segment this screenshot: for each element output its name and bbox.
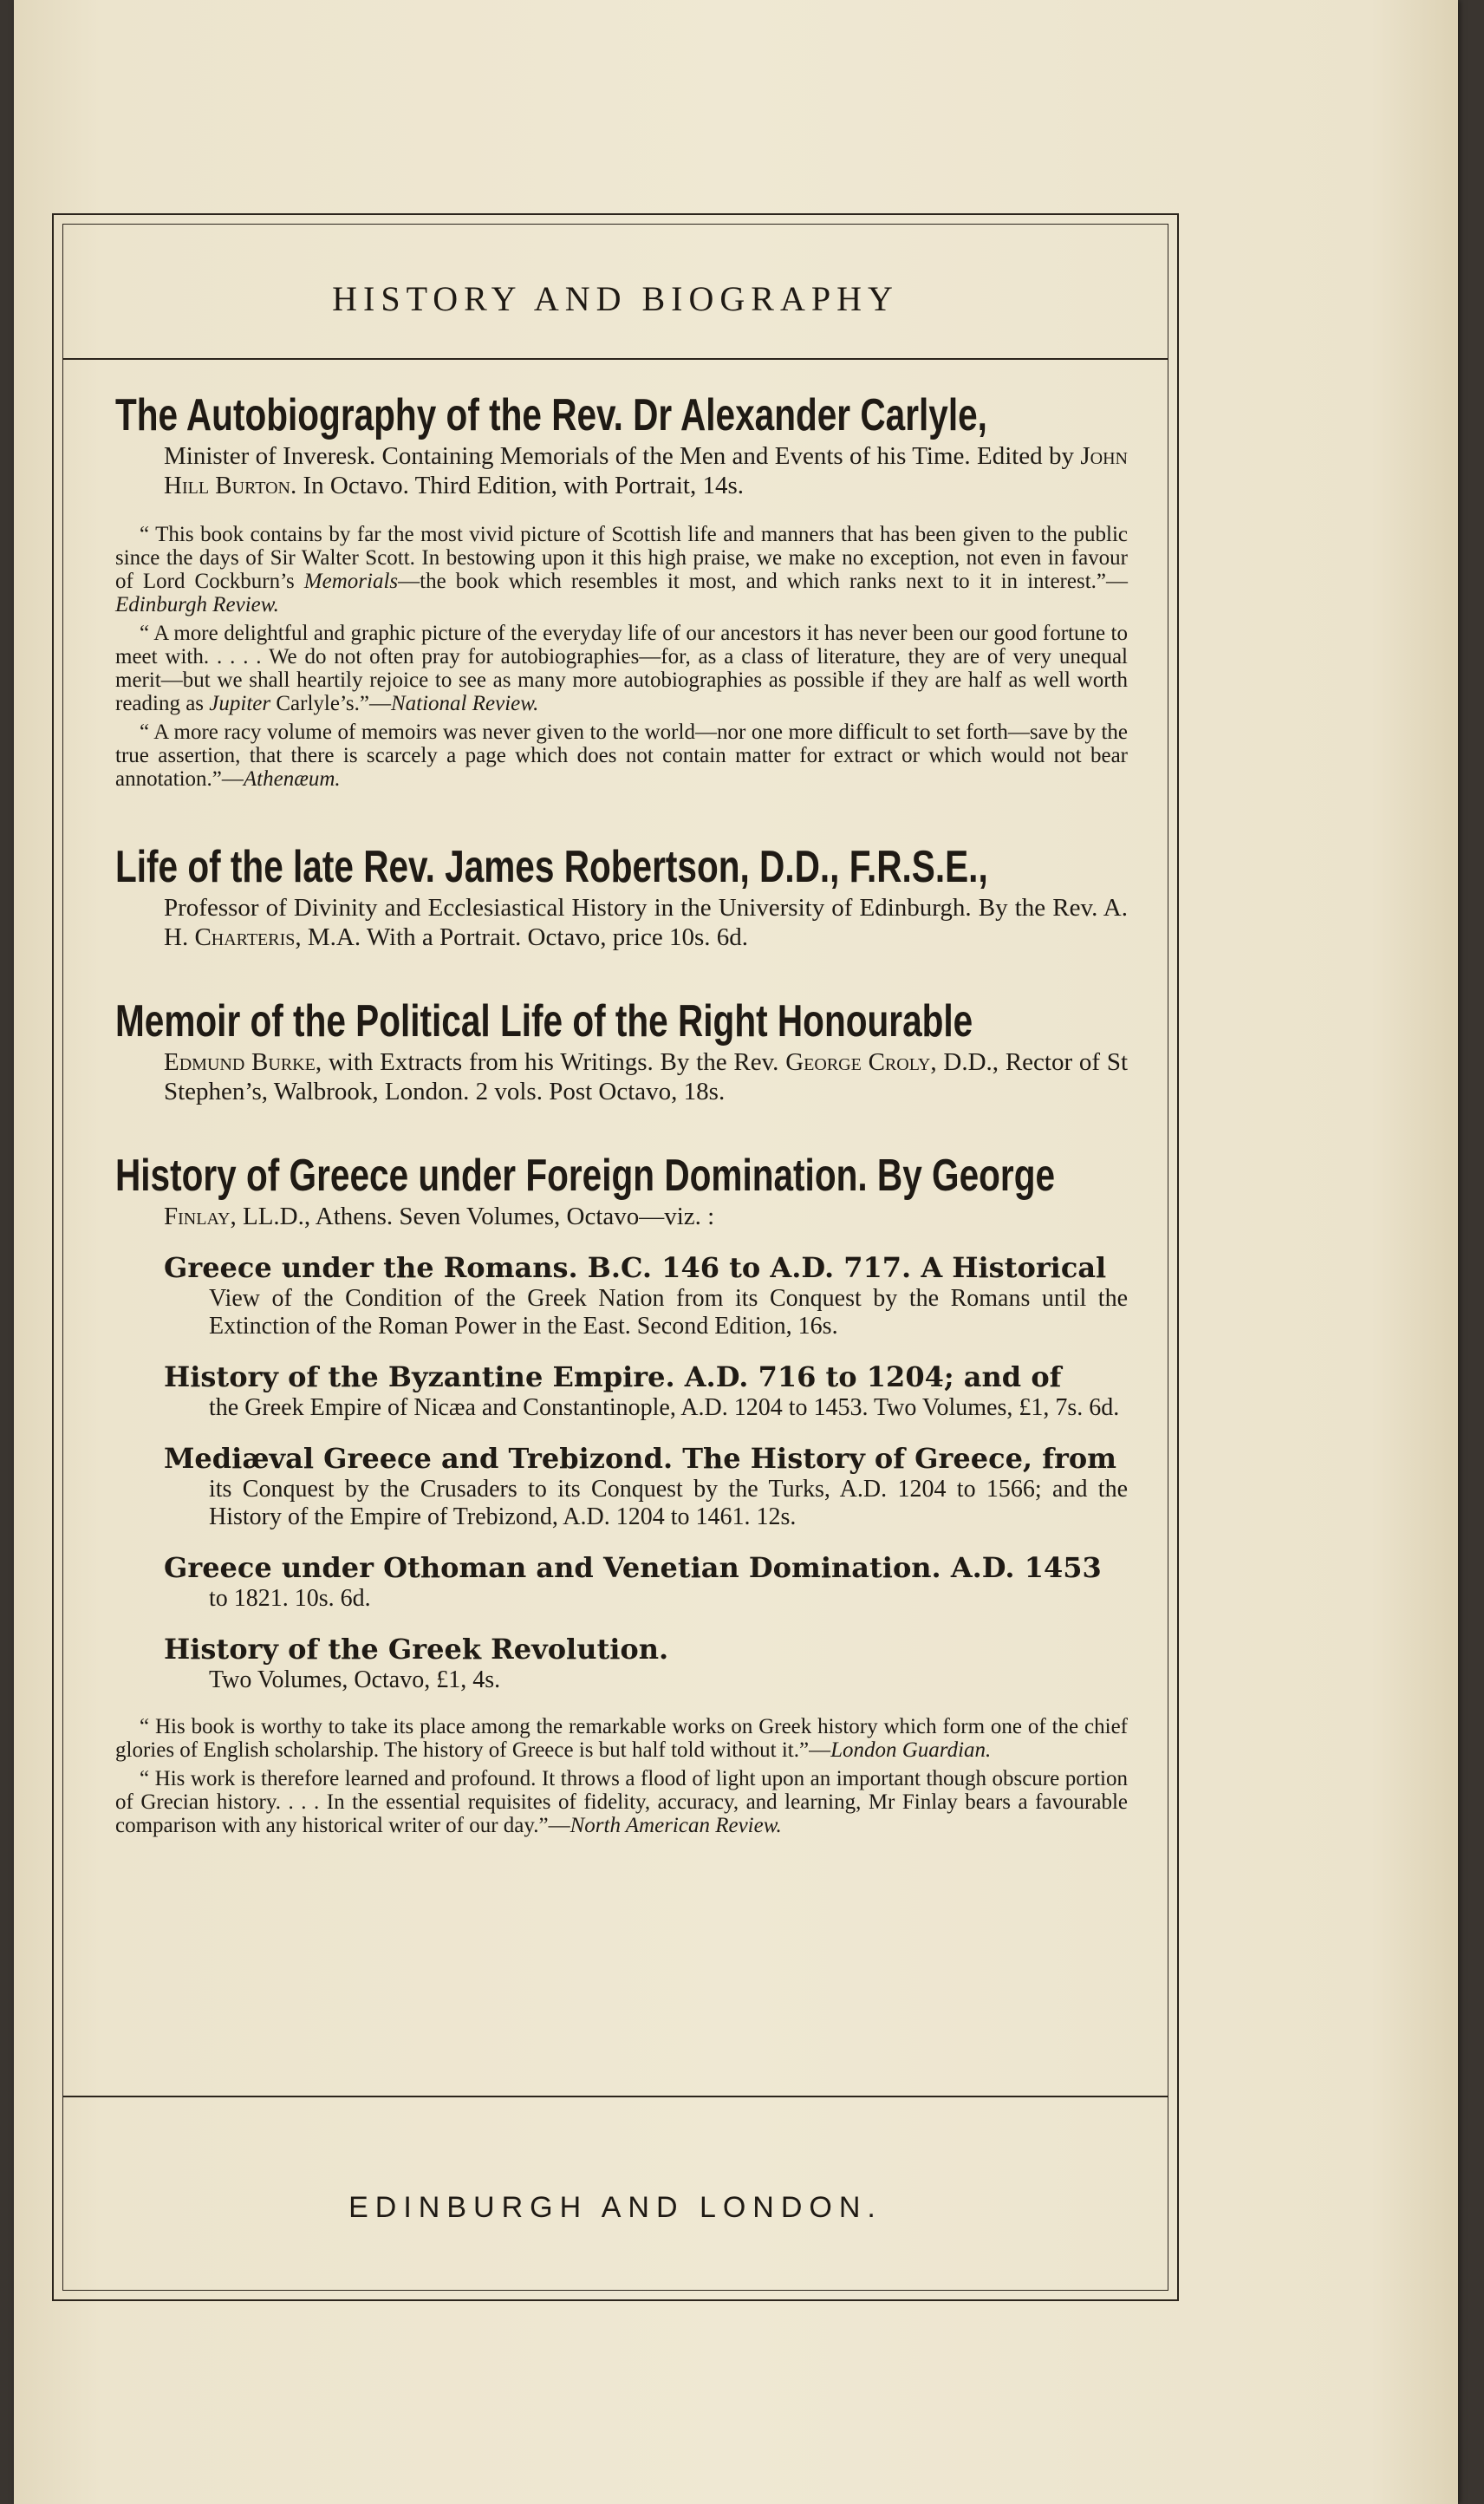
entry-burke <box>115 995 1128 1106</box>
content <box>115 389 1128 1837</box>
review-quote: “ A more racy volume of memoirs was never given to the world—nor one more difficult to set forth—save by the true assertion, that there is scarcely a page which does not contain matter for extract or which would not bear annotation.”—Athenæum. <box>115 721 1128 791</box>
entry-title: History of Greece under Foreign Domination. By George <box>115 1151 1056 1201</box>
entry-title: Memoir of the Political Life of the Right Honourable <box>115 996 973 1047</box>
volume-title: Greece under the Romans. B.C. 146 to A.D. 717. A Historical <box>164 1251 1107 1284</box>
review-quote: “ This book contains by far the most vivid picture of Scottish life and manners that has been given to the public since the days of Sir Walter Scott. In bestowing upon it this high praise, we make no exception, not even in favour of Lord Cockburn’s Memorials—the book which resembles it most, and which ranks next to it in interest.”—Edinburgh Review. <box>115 523 1128 616</box>
page <box>14 0 1458 2504</box>
entry-title: The Autobiography of the Rev. Dr Alexander Carlyle, <box>115 390 987 440</box>
volume-description: the Greek Empire of Nicæa and Constantinople, A.D. 1204 to 1453. Two Volumes, £1, 7s. 6d. <box>209 1394 1120 1421</box>
entry-title: Life of the late Rev. James Robertson, D.D., F.R.S.E., <box>115 842 988 892</box>
volume-item <box>115 1250 1128 1340</box>
entry-description: Edmund Burke, with Extracts from his Writings. By the Rev. George Croly, D.D., Rector of St Stephen’s, Walbrook, London. 2 vols. Post Octavo, 18s. <box>164 1048 1129 1105</box>
volume-item <box>115 1632 1128 1694</box>
footer-rule <box>63 2096 1168 2097</box>
volume-title: History of the Greek Revolution. <box>164 1633 669 1666</box>
entry-greece <box>115 1150 1128 1837</box>
outer-border <box>52 213 1179 2301</box>
entry-description: Professor of Divinity and Ecclesiastical History in the University of Edinburgh. By the Rev. A. H. Charteris, M.A. With a Portrait. Octavo, price 10s. 6d. <box>164 894 1128 951</box>
entry-carlyle <box>115 389 1128 791</box>
volume-description: its Conquest by the Crusaders to its Conquest by the Turks, A.D. 1204 to 1566; and the History of the Empire of Trebizond, A.D. 1204 to 1461. 12s. <box>209 1476 1128 1530</box>
entry-robertson <box>115 841 1128 952</box>
volume-description: to 1821. 10s. 6d. <box>209 1585 371 1612</box>
volume-title: History of the Byzantine Empire. A.D. 716 to 1204; and of <box>164 1360 1062 1393</box>
imprint-footer: EDINBURGH AND LONDON. <box>348 2191 882 2224</box>
volume-description: View of the Condition of the Greek Nation from its Conquest by the Romans until the Extinction of the Roman Power in the East. Second Edition, 16s. <box>209 1285 1128 1340</box>
heading-rule <box>63 358 1168 360</box>
reviews <box>115 523 1128 791</box>
volume-item <box>115 1441 1128 1531</box>
volume-item <box>115 1550 1128 1613</box>
review-quote: “ His book is worthy to take its place among the remarkable works on Greek history which form one of the chief glories of English scholarship. The history of Greece is but half told without it.”—London Guardian. <box>115 1715 1128 1762</box>
entry-description: Finlay, LL.D., Athens. Seven Volumes, Octavo—viz. : <box>164 1203 715 1230</box>
volume-item <box>115 1360 1128 1422</box>
volume-description: Two Volumes, Octavo, £1, 4s. <box>209 1666 501 1693</box>
review-quote: “ A more delightful and graphic picture of the everyday life of our ancestors it has never been our good fortune to meet with. . . . . We do not often pray for autobiographies—for, as a class of literature, they are of very unequal merit—but we shall heartily rejoice to see as many more autobiographies as possible if they are half as well worth reading as Jupiter Carlyle’s.”—National Review. <box>115 622 1128 715</box>
section-heading: HISTORY AND BIOGRAPHY <box>332 279 899 318</box>
volume-title: Mediæval Greece and Trebizond. The History of Greece, from <box>164 1442 1117 1475</box>
inner-border <box>62 224 1168 2291</box>
reviews <box>115 1715 1128 1837</box>
volume-title: Greece under Othoman and Venetian Domination. A.D. 1453 <box>164 1551 1102 1584</box>
entry-description: Minister of Inveresk. Containing Memorials of the Men and Events of his Time. Edited by John Hill Burton. In Octavo. Third Edition, with Portrait, 14s. <box>164 442 1128 499</box>
review-quote: “ His work is therefore learned and profound. It throws a flood of light upon an important though obscure portion of Grecian history. . . . In the essential requisites of fidelity, accuracy, and learning, Mr Finlay bears a favourable comparison with any historical writer of our day.”—North American Review. <box>115 1767 1128 1837</box>
